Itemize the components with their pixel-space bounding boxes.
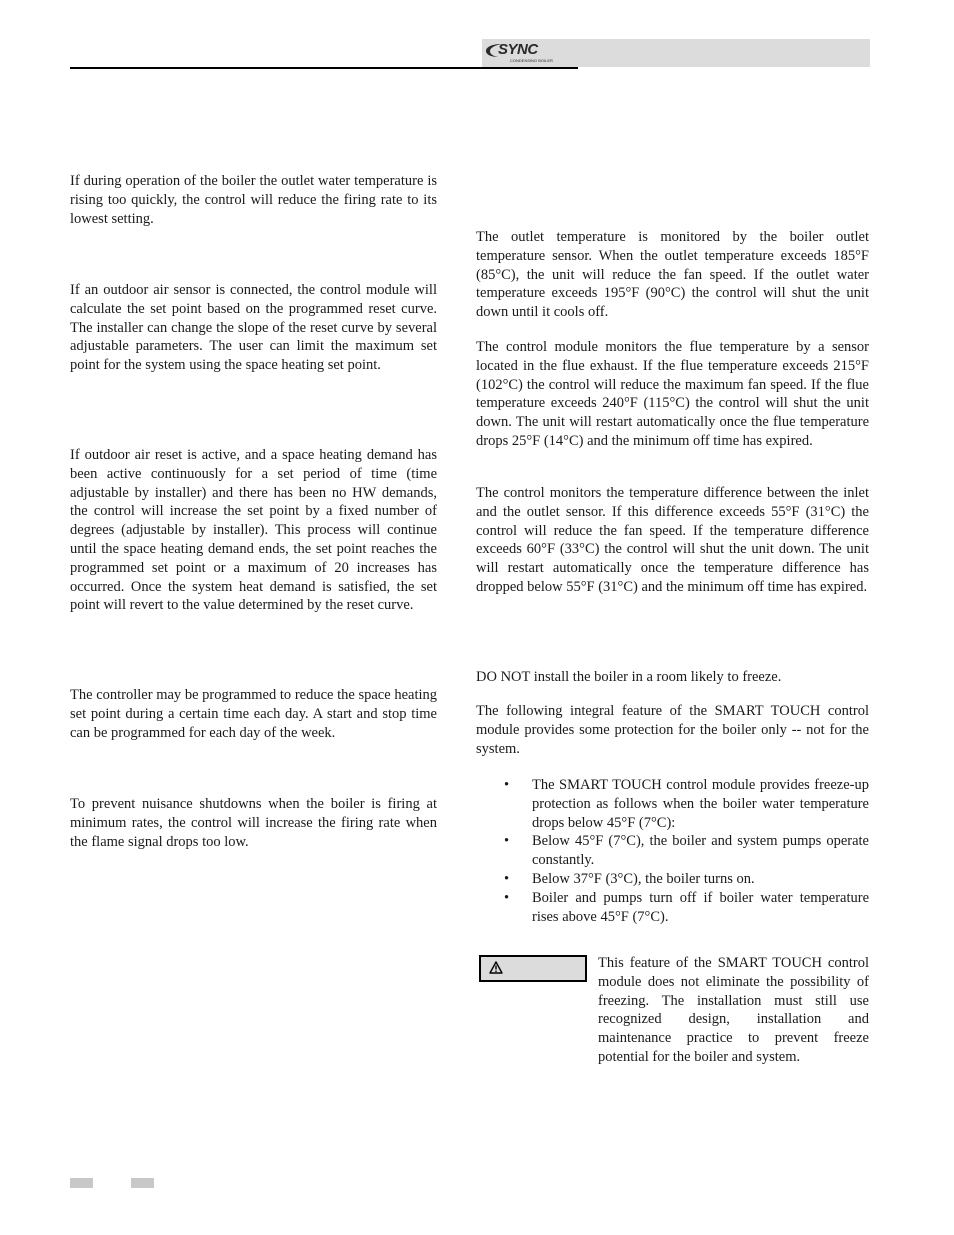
list-item-text: Boiler and pumps turn off if boiler water temperature rises above 45°F (7°C). [532, 889, 869, 925]
list-item-text: Below 37°F (3°C), the boiler turns on. [532, 870, 755, 887]
freeze-protection-list [504, 776, 869, 926]
warning-label-box [479, 955, 587, 982]
delta-temp-paragraph: The control monitors the temperature difference between the inlet and the outlet sensor. If this difference exceeds 55°F (31°C) the control will reduce the fan speed. If the temperature difference exceeds 60°F (33°C) the control will shut the unit down. The unit will restart automatically once the temperature difference has dropped below 55°F (31°C) and the minimum off time has expired. [476, 485, 869, 595]
bullet-marker: • [504, 870, 510, 887]
outlet-temp-paragraph: The outlet temperature is monitored by the boiler outlet temperature sensor. When the outlet temperature exceeds 185°F (85°C), the unit will reduce the fan speed. If the outlet water temperature exceeds 195°F (90°C) the control will shut the unit down until it cools off. [476, 229, 869, 321]
freeze-notice-paragraph: DO NOT install the boiler in a room likely to freeze. [476, 669, 782, 685]
night-setback-paragraph: The controller may be programmed to reduce the space heating set point during a certain time each day. A start and stop time can be programmed for each day of the week. [70, 687, 437, 741]
footer-block-left [70, 1178, 93, 1188]
flue-temp-paragraph: The control module monitors the flue temperature by a sensor located in the flue exhaust. If the flue temperature exceeds 215°F (102°C) the control will reduce the maximum fan speed. If the flue temperature exceeds 240°F (115°C) the control will shut the unit down. The unit will restart automatically once the flue temperature drops 25°F (14°C) and the minimum off time has expired. [476, 339, 869, 449]
bullet-marker: • [504, 833, 510, 850]
list-item [504, 832, 869, 870]
warning-triangle-icon [489, 961, 503, 974]
logo-word: SYNC [498, 41, 538, 58]
bullet-marker: • [504, 777, 510, 793]
sync-logo [484, 40, 554, 66]
list-item [504, 870, 869, 889]
warning-text: This feature of the SMART TOUCH control module does not eliminate the possibility of freezing. The installation must still use recognized design, installation and maintenance practice to prevent freeze potential for the boiler and system. [598, 955, 869, 1065]
list-item-text: Below 45°F (7°C), the boiler and system pumps operate constantly. [532, 833, 869, 869]
header-rule [70, 67, 578, 69]
logo-subtitle: CONDENSING BOILER [510, 58, 553, 63]
bullet-marker: • [504, 889, 510, 906]
boost-paragraph: If outdoor air reset is active, and a space heating demand has been active continuously for a set period of time (time adjustable by installer) and there has been no HW demands, the control will increase the set point by a fixed number of degrees (adjustable by installer). This process will continue until the space heating demand ends, the set point reaches the programmed set point or a maximum of 20 increases has occurred. Once the system heat demand is satisfied, the set point will revert to the value determined by the reset curve. [70, 447, 437, 614]
footer-block-right [131, 1178, 154, 1188]
flame-signal-paragraph: To prevent nuisance shutdowns when the boiler is firing at minimum rates, the control will increase the firing rate when the flame signal drops too low. [70, 796, 437, 850]
freeze-feature-paragraph: The following integral feature of the SMART TOUCH control module provides some protection for the boiler only -- not for the system. [476, 703, 869, 757]
list-item [504, 889, 869, 927]
list-item-text: The SMART TOUCH control module provides freeze-up protection as follows when the boiler water temperature drops below 45°F (7°C): [532, 777, 869, 831]
outdoor-reset-paragraph: If an outdoor air sensor is connected, the control module will calculate the set point based on the programmed reset curve. The installer can change the slope of the reset curve by several adjustable parameters. The user can limit the maximum set point for the system using the space heating set point. [70, 282, 437, 374]
list-item [504, 776, 869, 832]
rapid-rise-paragraph: If during operation of the boiler the outlet water temperature is rising too quickly, the control will reduce the firing rate to its lowest setting. [70, 173, 437, 227]
